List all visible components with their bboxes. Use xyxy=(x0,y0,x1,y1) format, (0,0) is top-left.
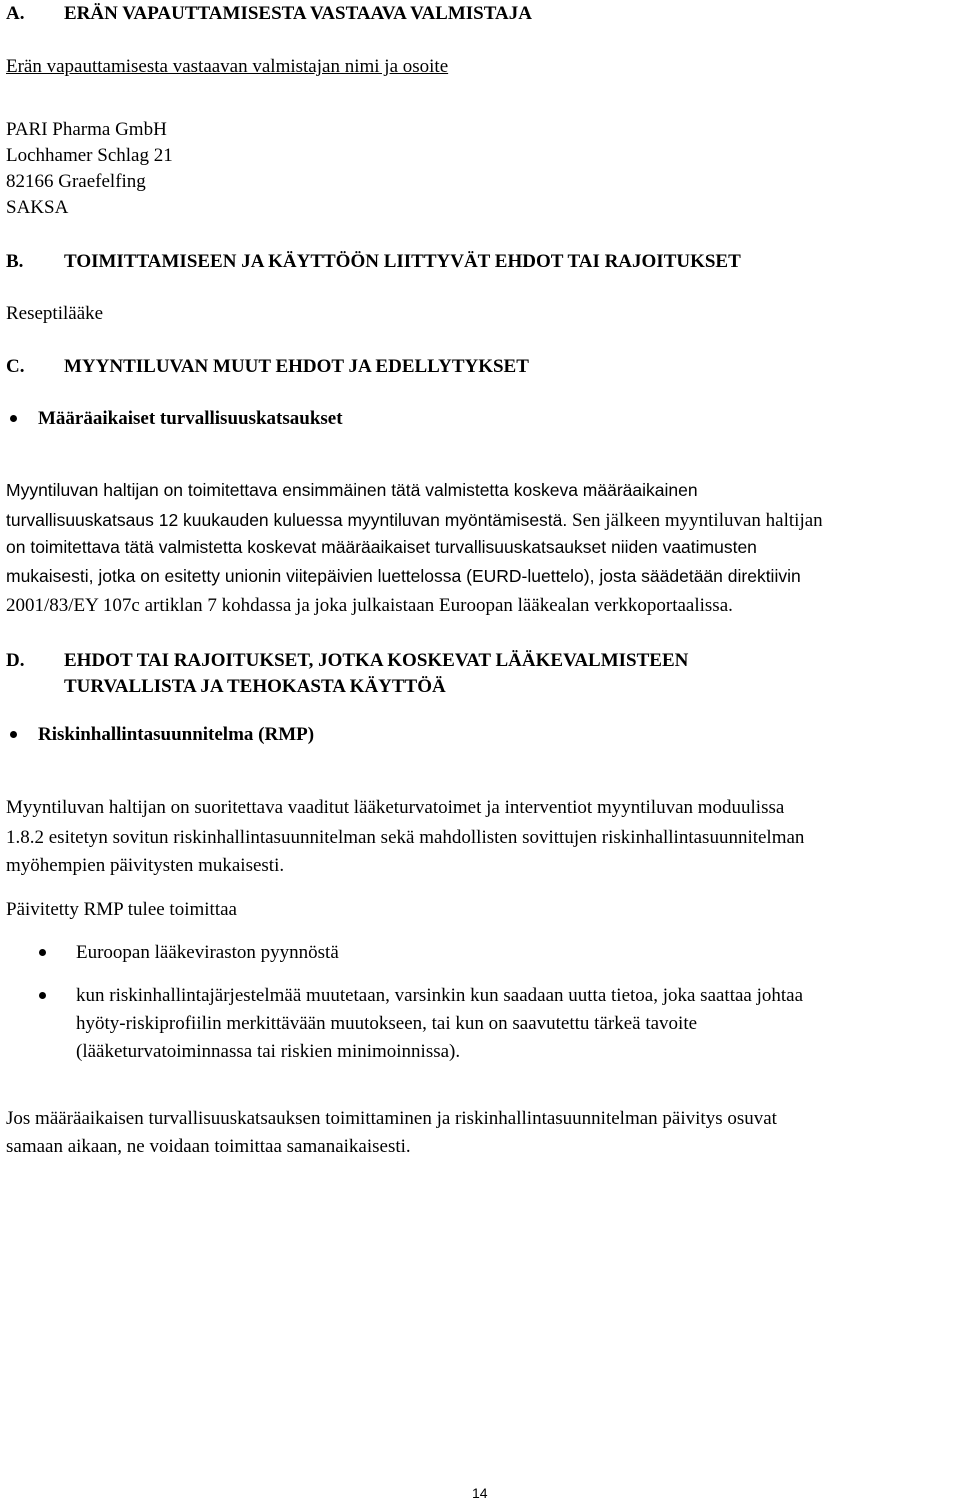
section-b-heading xyxy=(6,252,741,271)
section-d-para-line-3: myöhempien päivitysten mukaisesti. xyxy=(6,855,285,876)
section-b-title: TOIMITTAMISEEN JA KÄYTTÖÖN LIITTYVÄT EHDOT TAI RAJOITUKSET xyxy=(64,251,741,272)
rmp-bullet-1: Euroopan lääkeviraston pyynnöstä xyxy=(76,942,339,963)
section-d-para-line-1: Myyntiluvan haltijan on suoritettava vaaditut lääketurvatoimet ja interventiot myyntiluvan moduulissa xyxy=(6,797,785,818)
section-c-para-line-2b: Sen jälkeen myyntiluvan haltijan xyxy=(567,510,823,531)
address-line-4: SAKSA xyxy=(6,197,69,218)
rmp-bullet-2-line-3: (lääketurvatoiminnassa tai riskien minimoinnissa). xyxy=(76,1041,461,1062)
section-c-para-line-4: mukaisesti, jotka on esitetty unionin viitepäivien luettelossa (EURD-luettelo), josta säädetään direktiivin xyxy=(6,566,801,586)
section-d-title-line-2: TURVALLISTA JA TEHOKASTA KÄYTTÖÄ xyxy=(64,676,446,697)
section-c-para-line-2a: turvallisuuskatsaus 12 kuukauden kuluessa myyntiluvan myöntämisestä. xyxy=(6,510,568,530)
section-d-intro: Päivitetty RMP tulee toimittaa xyxy=(6,899,237,920)
rmp-bullet-2-line-2: hyöty-riskiprofiilin merkittävään muutokseen, tai kun on saavutettu tärkeä tavoite xyxy=(76,1013,698,1034)
section-c-para-line-2 xyxy=(6,511,823,530)
rmp-bullet-2-line-1: kun riskinhallintajärjestelmää muutetaan, varsinkin kun saadaan uutta tietoa, joka saattaa johtaa xyxy=(76,985,804,1006)
address-line-1: PARI Pharma GmbH xyxy=(6,119,167,140)
section-a-heading xyxy=(6,4,532,23)
page-number: 14 xyxy=(472,1485,488,1501)
section-a-number: A. xyxy=(6,3,25,24)
section-c-number: C. xyxy=(6,356,25,377)
section-c-bullet-heading: Määräaikaiset turvallisuuskatsaukset xyxy=(38,408,343,429)
final-line-1: Jos määräaikaisen turvallisuuskatsauksen toimittaminen ja riskinhallintasuunnitelman päivitys osuvat xyxy=(6,1108,777,1129)
section-d-title-line-1: EHDOT TAI RAJOITUKSET, JOTKA KOSKEVAT LÄÄKEVALMISTEEN xyxy=(64,650,689,671)
section-a-subheading: Erän vapauttamisesta vastaavan valmistajan nimi ja osoite xyxy=(6,56,449,77)
section-c-heading xyxy=(6,357,529,376)
address-line-3: 82166 Graefelfing xyxy=(6,171,146,192)
section-c-para-line-1: Myyntiluvan haltijan on toimitettava ensimmäinen tätä valmistetta koskeva määräaikainen xyxy=(6,480,698,500)
section-c-title: MYYNTILUVAN MUUT EHDOT JA EDELLYTYKSET xyxy=(64,356,529,377)
section-b-text: Reseptilääke xyxy=(6,303,104,324)
address-line-2: Lochhamer Schlag 21 xyxy=(6,145,173,166)
section-c-para-line-5: 2001/83/EY 107c artiklan 7 kohdassa ja joka julkaistaan Euroopan lääkealan verkkoportaalissa. xyxy=(6,595,733,616)
bullet-icon xyxy=(39,992,46,999)
bullet-icon xyxy=(39,949,46,956)
section-c-para-line-3: on toimitettava tätä valmistetta koskevat määräaikaiset turvallisuuskatsaukset niiden vaatimusten xyxy=(6,537,757,557)
bullet-icon xyxy=(10,731,17,738)
section-d-para-line-2: 1.8.2 esitetyn sovitun riskinhallintasuunnitelman sekä mahdollisten sovittujen riskinhallintasuunnitelman xyxy=(6,827,805,848)
section-d-heading xyxy=(6,651,688,670)
section-b-number: B. xyxy=(6,251,24,272)
bullet-icon xyxy=(10,415,17,422)
section-d-number: D. xyxy=(6,650,25,671)
section-a-title: ERÄN VAPAUTTAMISESTA VASTAAVA VALMISTAJA xyxy=(64,3,532,24)
section-d-bullet-heading: Riskinhallintasuunnitelma (RMP) xyxy=(38,724,315,745)
final-line-2: samaan aikaan, ne voidaan toimittaa samanaikaisesti. xyxy=(6,1136,411,1157)
